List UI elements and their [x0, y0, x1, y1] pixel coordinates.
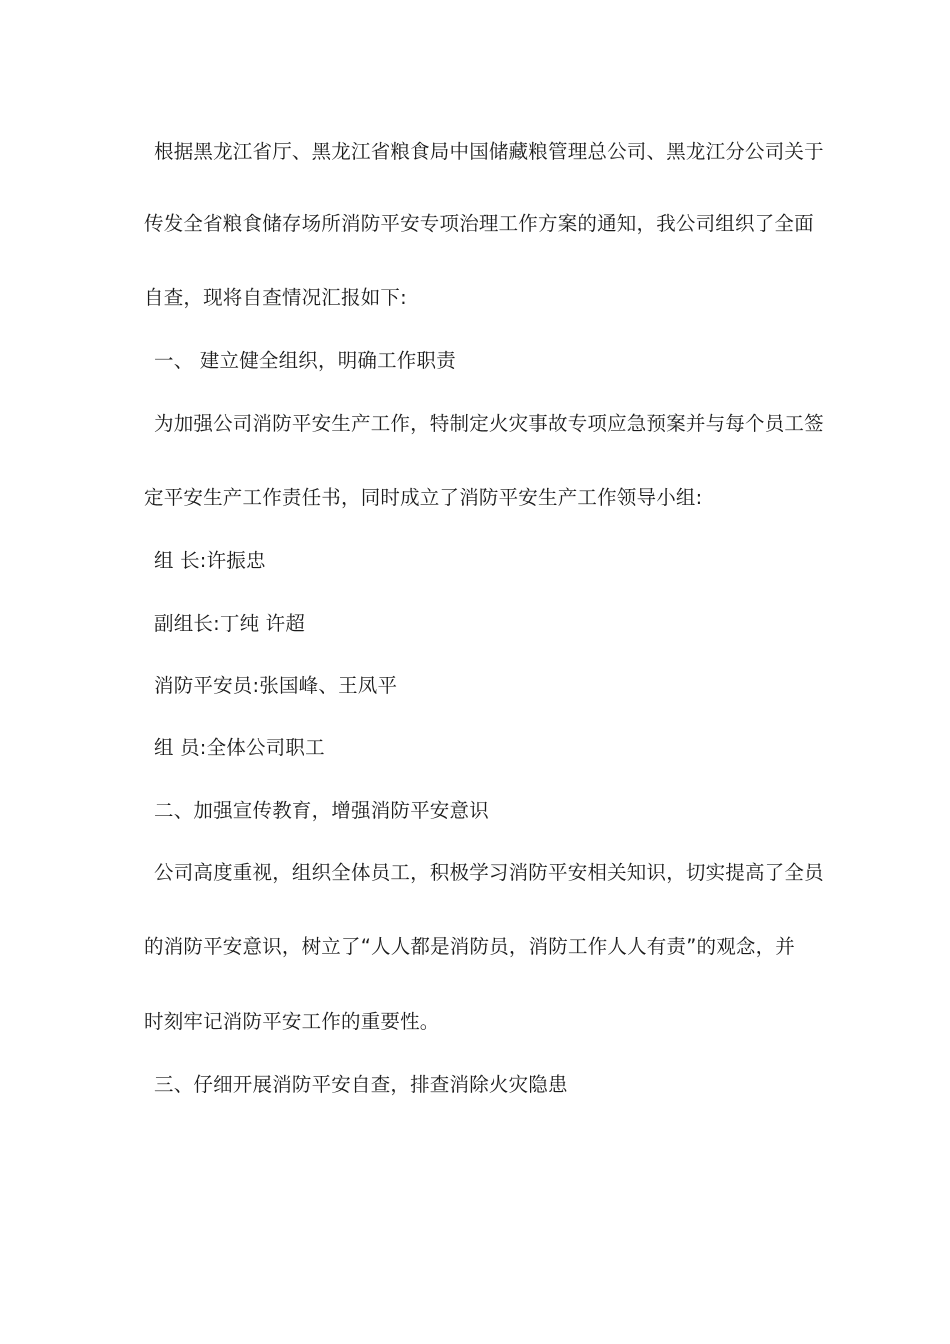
paragraph-1-line-2: 定平安生产工作责任书，同时成立了消防平安生产工作领导小组: [144, 486, 703, 509]
paragraph-2-line-2: 的消防平安意识，树立了“人人都是消防员，消防工作人人有责”的观念，并 [144, 935, 796, 958]
paragraph-intro-line-1: 根据黑龙江省厅、黑龙江省粮食局中国储藏粮管理总公司、黑龙江分公司关于 [154, 140, 824, 163]
team-members-line: 组 员:全体公司职工 [154, 736, 325, 759]
paragraph-2-line-1: 公司高度重视，组织全体员工，积极学习消防平安相关知识，切实提高了全员 [154, 861, 824, 884]
team-leader-line: 组 长:许振忠 [154, 549, 266, 572]
section-heading-1: 一、 建立健全组织，明确工作职责 [154, 349, 456, 372]
section-heading-3: 三、仔细开展消防平安自查，排查消除火灾隐患 [154, 1073, 568, 1096]
paragraph-1-line-1: 为加强公司消防平安生产工作，特制定火灾事故专项应急预案并与每个员工签 [154, 412, 824, 435]
paragraph-intro-line-2: 传发全省粮食储存场所消防平安专项治理工作方案的通知，我公司组织了全面 [144, 212, 814, 235]
team-safety-officer-line: 消防平安员:张国峰、王凤平 [154, 674, 398, 697]
team-deputy-line: 副组长:丁纯 许超 [154, 612, 306, 635]
section-heading-2: 二、加强宣传教育，增强消防平安意识 [154, 799, 489, 822]
paragraph-2-line-3: 时刻牢记消防平安工作的重要性。 [144, 1010, 440, 1033]
paragraph-intro-line-3: 自查，现将自查情况汇报如下: [144, 286, 407, 309]
